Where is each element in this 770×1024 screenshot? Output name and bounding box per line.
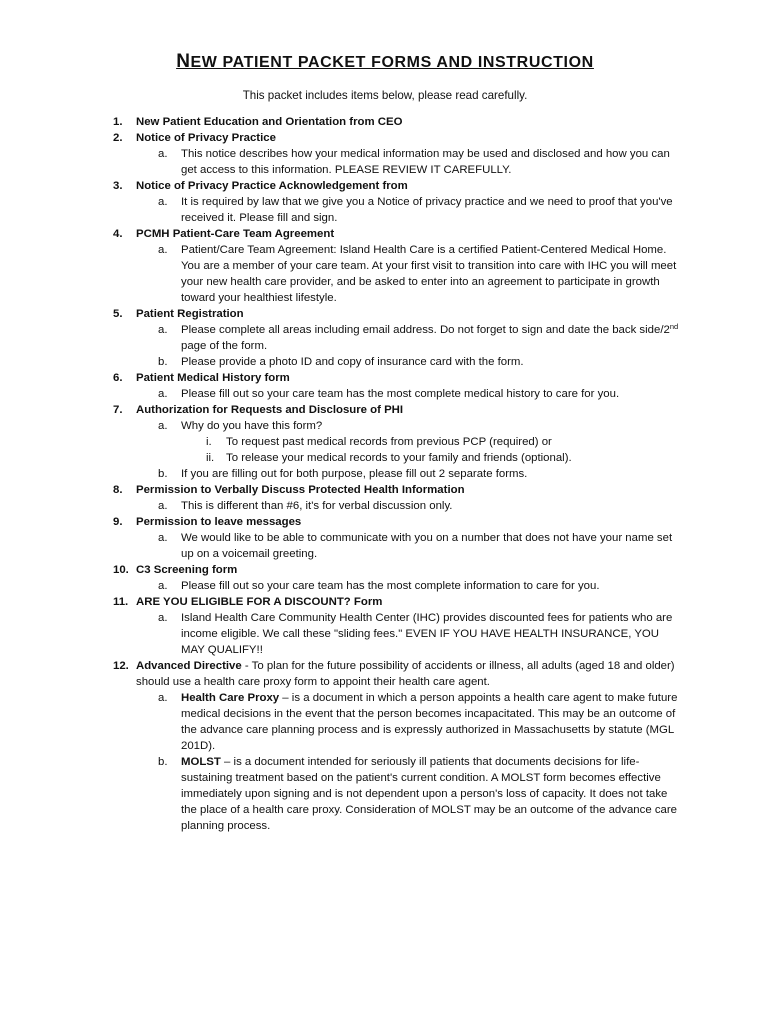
- sub-text-after: page of the form.: [181, 340, 268, 352]
- list-item: [113, 658, 683, 834]
- sub-text: To request past medical records from previous PCP (required) or: [226, 436, 552, 448]
- sub-marker: b.: [158, 468, 168, 480]
- sub-marker: b.: [158, 356, 168, 368]
- item-number: 3.: [113, 180, 123, 192]
- list-item: [113, 178, 683, 226]
- item-number: 11.: [113, 596, 129, 608]
- sub-item: [158, 754, 683, 834]
- sub-marker: a.: [158, 148, 168, 160]
- sub-item: [158, 386, 683, 402]
- sub-marker: a.: [158, 196, 168, 208]
- sub-text: [181, 754, 683, 834]
- sub-text: To release your medical records to your family and friends (optional).: [226, 452, 572, 464]
- item-heading: Notice of Privacy Practice Acknowledgement from: [136, 180, 408, 192]
- list-item: [113, 482, 683, 514]
- title-rest: EW PATIENT PACKET FORMS AND INSTRUCTION: [190, 54, 594, 71]
- sub-marker: ii.: [206, 452, 215, 464]
- sub-marker: a.: [158, 388, 168, 400]
- sub-item: [158, 690, 683, 754]
- sub-item: [158, 354, 683, 370]
- item-heading: ARE YOU ELIGIBLE FOR A DISCOUNT? Form: [136, 596, 383, 608]
- sub-text: Patient/Care Team Agreement: Island Health Care is a certified Patient-Centered Medical Home. You are a member of your care team. At your first visit to transition into care with IHC you will meet your new health care provider, and be asked to enter into an agreement to participate in growth toward your healthiest lifestyle.: [181, 244, 677, 304]
- item-number: 4.: [113, 228, 123, 240]
- sub-marker: a.: [158, 420, 168, 432]
- sub-marker: a.: [158, 244, 168, 256]
- item-number: 5.: [113, 308, 123, 320]
- sub-text: This is different than #6, it's for verbal discussion only.: [181, 500, 453, 512]
- sub-text: We would like to be able to communicate with you on a number that does not have your name set up on a voicemail greeting.: [181, 532, 673, 560]
- sub-item: [158, 418, 683, 434]
- sub-item: [158, 498, 683, 514]
- item-heading: New Patient Education and Orientation from CEO: [136, 116, 403, 128]
- sub-marker: a.: [158, 612, 168, 624]
- list-item: [113, 402, 683, 482]
- sub-text: Why do you have this form?: [181, 420, 323, 432]
- sub-text: Please provide a photo ID and copy of insurance card with the form.: [181, 356, 524, 368]
- item-heading: Patient Registration: [136, 308, 244, 320]
- item-heading: Notice of Privacy Practice: [136, 132, 276, 144]
- sub-term: MOLST: [181, 756, 221, 768]
- item-number: 9.: [113, 516, 123, 528]
- sub-text: [181, 690, 683, 754]
- item-heading: Permission to leave messages: [136, 516, 302, 528]
- page-subtitle: This packet includes items below, please read carefully.: [242, 89, 528, 102]
- list-item: [113, 306, 683, 370]
- sub-definition: – is a document in which a person appoints a health care agent to make future medical decisions in the event that the person becomes incapacitated. This may be an outcome of the advance care planning process and is expressly authorized in Massachusetts by statute (MGL 201D).: [181, 692, 678, 752]
- sub-item: [158, 242, 683, 306]
- sub-item: [158, 466, 683, 482]
- sub-item: [158, 578, 683, 594]
- sub-text-before: Please complete all areas including email address. Do not forget to sign and date the back side/2: [181, 324, 670, 336]
- sub-marker: a.: [158, 580, 168, 592]
- instruction-list: [113, 114, 683, 834]
- item-heading: Permission to Verbally Discuss Protected Health Information: [136, 484, 465, 496]
- item-number: 6.: [113, 372, 123, 384]
- sub-sub-item: [206, 450, 683, 466]
- sub-item: [158, 530, 683, 562]
- sub-marker: b.: [158, 756, 168, 768]
- sub-text: It is required by law that we give you a Notice of privacy practice and we need to proof that you've received it. Please fill and sign.: [181, 196, 673, 224]
- sub-item: [158, 146, 683, 178]
- list-item: [113, 514, 683, 562]
- ordinal-suffix: nd: [669, 322, 679, 331]
- item-number: 8.: [113, 484, 123, 496]
- sub-item: [158, 610, 683, 658]
- sub-text: Please fill out so your care team has the most complete medical history to care for you.: [181, 388, 620, 400]
- page-title: [0, 51, 770, 72]
- sub-item: [158, 322, 683, 354]
- item-heading: C3 Screening form: [136, 564, 238, 576]
- sub-text: This notice describes how your medical information may be used and disclosed and how you can get access to this information. PLEASE REVIEW IT CAREFULLY.: [181, 148, 670, 176]
- item-number: 7.: [113, 404, 123, 416]
- list-item: [113, 226, 683, 306]
- list-item: [113, 114, 683, 130]
- item-heading: Patient Medical History form: [136, 372, 290, 384]
- sub-text: [181, 322, 683, 354]
- sub-marker: a.: [158, 324, 168, 336]
- sub-text: Please fill out so your care team has the most complete information to care for you.: [181, 580, 600, 592]
- sub-marker: i.: [206, 436, 212, 448]
- item-number: 10.: [113, 564, 129, 576]
- item-number: 1.: [113, 116, 123, 128]
- list-item: [113, 130, 683, 178]
- sub-marker: a.: [158, 500, 168, 512]
- item-heading: PCMH Patient-Care Team Agreement: [136, 228, 335, 240]
- sub-definition: – is a document intended for seriously ill patients that documents decisions for life-sustaining treatment based on the patient's current condition. A MOLST form becomes effective immediately upon signing and is not dependent upon a person's loss of capacity. It does not take the place of a health care proxy. Consideration of MOLST may be an outcome of the advance care planning process.: [181, 756, 677, 832]
- item-heading: Advanced Directive: [136, 660, 242, 672]
- item-number: 12.: [113, 660, 129, 672]
- sub-item: [158, 194, 683, 226]
- list-item: [113, 594, 683, 658]
- sub-sub-item: [206, 434, 683, 450]
- list-item: [113, 370, 683, 402]
- sub-marker: a.: [158, 532, 168, 544]
- sub-text: If you are filling out for both purpose, please fill out 2 separate forms.: [181, 468, 528, 480]
- item-heading-rest: - To plan for the future possibility of accidents or illness, all adults (aged 18 and older) should use a health care proxy form to appoint their health care agent.: [136, 660, 675, 688]
- sub-text: Island Health Care Community Health Center (IHC) provides discounted fees for patients who are income eligible. We call these "sliding fees." EVEN IF YOU HAVE HEALTH INSURANCE, YOU MAY QUALIFY!!: [181, 612, 673, 656]
- sub-term: Health Care Proxy: [181, 692, 280, 704]
- sub-marker: a.: [158, 692, 168, 704]
- item-number: 2.: [113, 132, 123, 144]
- title-first-letter: N: [176, 51, 191, 72]
- item-heading: Authorization for Requests and Disclosure of PHI: [136, 404, 404, 416]
- list-item: [113, 562, 683, 594]
